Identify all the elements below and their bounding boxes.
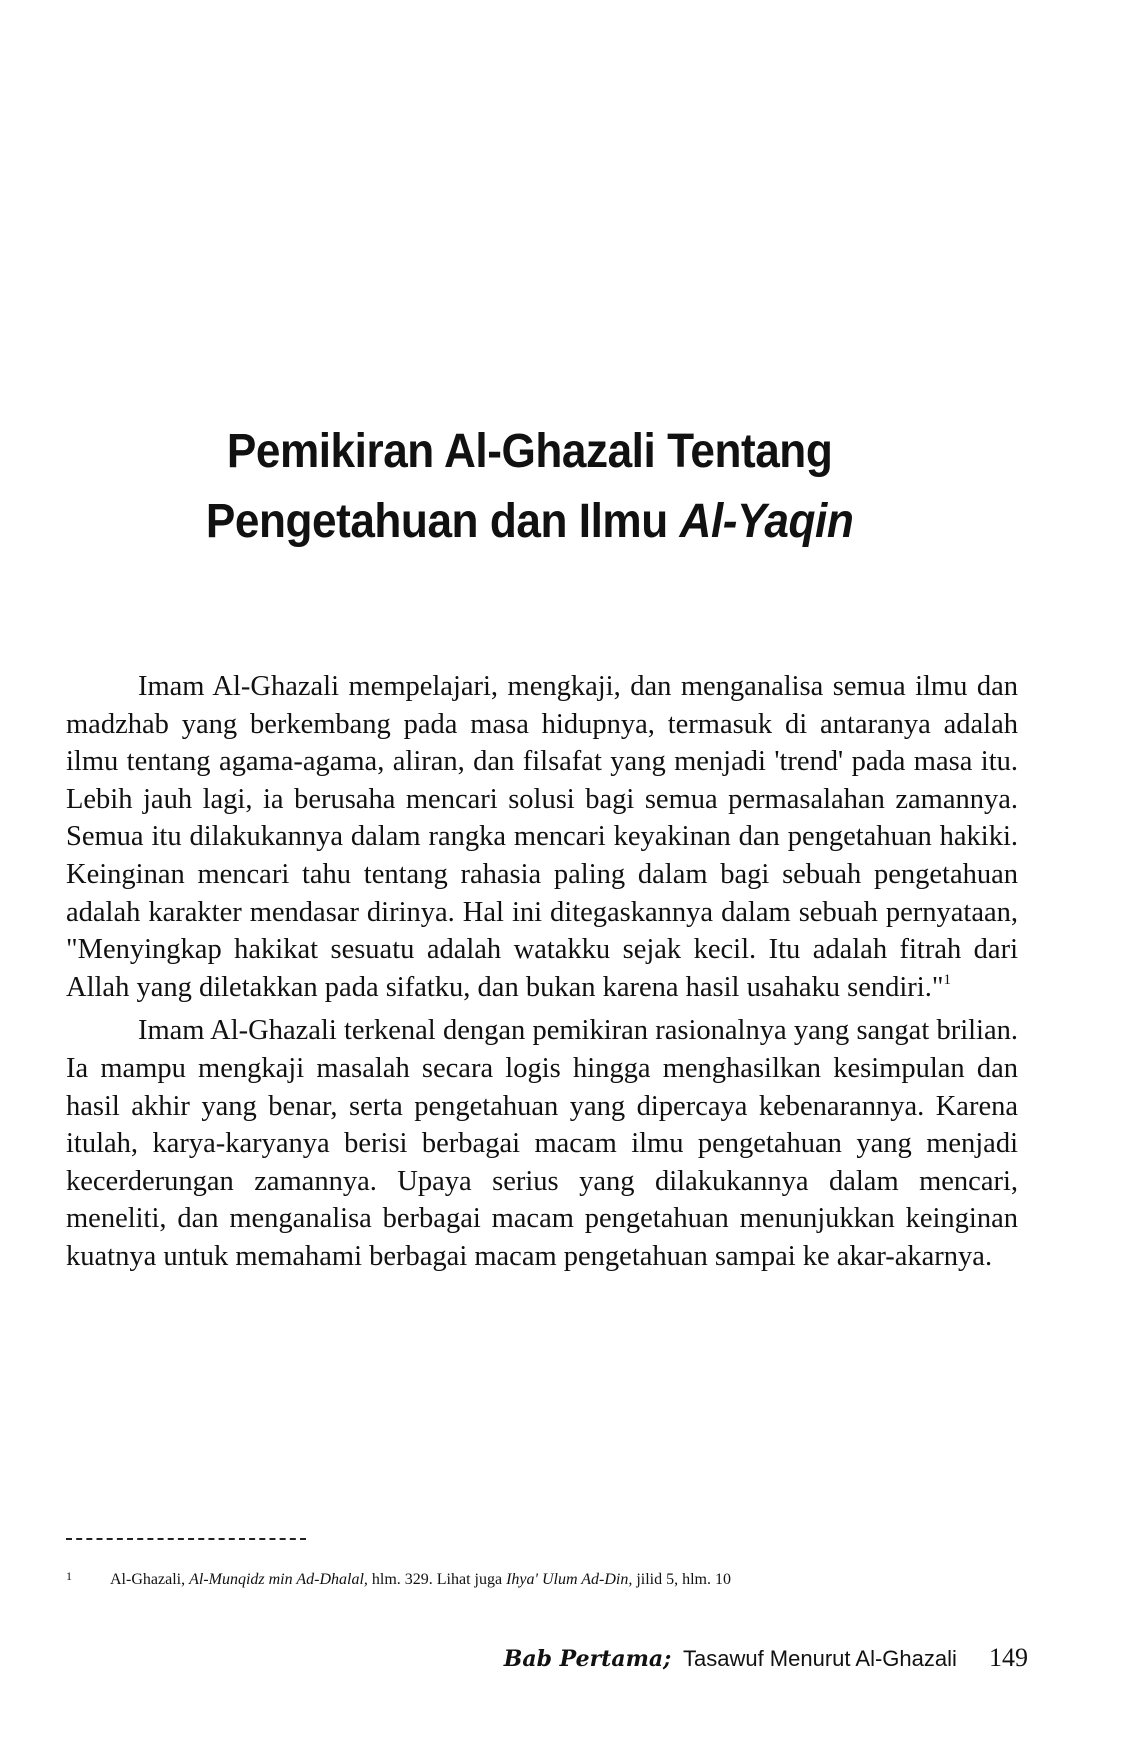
- footer-chapter: Bab Pertama;: [503, 1646, 672, 1672]
- footnote-source-1: Al-Munqidz min Ad-Dhalal,: [189, 1571, 368, 1588]
- paragraph-1-text: Imam Al-Ghazali mempelajari, mengkaji, dan menganalisa semua ilmu dan madzhab yang berkembang pada masa hidupnya, termasuk di antaranya adalah ilmu tentang agama-agama, aliran, dan filsafat yang menjadi 'trend' pada masa itu. Lebih jauh lagi, ia berusaha mencari solusi bagi semua permasalahan zamannya. Semua itu dilakukannya dalam rangka mencari keyakinan dan pengetahuan hakiki. Keinginan mencari tahu tentang rahasia paling dalam bagi sebuah pengetahuan adalah karakter mendasar dirinya. Hal ini ditegaskannya dalam sebuah pernyataan, "Menyingkap hakikat sesuatu adalah watakku sejak kecil. Itu adalah fitrah dari Allah yang diletakkan pada sifatku, dan bukan karena hasil usahaku sendiri.": [66, 671, 1018, 1003]
- title-line-2-italic: Al-Yaqin: [679, 495, 854, 549]
- title-line-2-prefix: Pengetahuan dan Ilmu: [205, 495, 680, 549]
- title-line-1: Pemikiran Al-Ghazali Tentang: [226, 425, 833, 479]
- body-text: [66, 668, 1018, 1276]
- footnote-number: 1: [66, 1569, 72, 1583]
- footnote-reference: 1: [943, 971, 951, 988]
- footnote-text-1: Al-Ghazali,: [110, 1571, 190, 1588]
- paragraph-1: [66, 668, 1018, 1006]
- footnote-divider: [66, 1538, 306, 1540]
- page-number: 149: [989, 1643, 1028, 1672]
- chapter-title: [180, 417, 879, 557]
- paragraph-2: [66, 1012, 1018, 1275]
- footnote-text-3: jilid 5, hlm. 10: [632, 1571, 731, 1588]
- footnote-source-2: Ihya' Ulum Ad-Din,: [506, 1571, 633, 1588]
- paragraph-2-text: Imam Al-Ghazali terkenal dengan pemikiran rasionalnya yang sangat brilian. Ia mampu mengkaji masalah secara logis hingga menghasilkan kesimpulan dan hasil akhir yang benar, serta pengetahuan yang dipercaya kebenarannya. Karena itulah, karya-karyanya berisi berbagai macam ilmu pengetahuan yang menjadi kecerderungan zamannya. Upaya serius yang dilakukannya dalam mencari, meneliti, dan menganalisa berbagai macam pengetahuan menunjukkan keinginan kuatnya untuk memahami berbagai macam pengetahuan sampai ke akar-akarnya.: [66, 1015, 1018, 1272]
- running-footer: [504, 1643, 1028, 1673]
- footnote-text-2: hlm. 329. Lihat juga: [367, 1571, 507, 1588]
- title-line-2: [180, 487, 879, 557]
- footer-book-title: Tasawuf Menurut Al-Ghazali: [682, 1646, 957, 1671]
- footnote: [66, 1566, 966, 1590]
